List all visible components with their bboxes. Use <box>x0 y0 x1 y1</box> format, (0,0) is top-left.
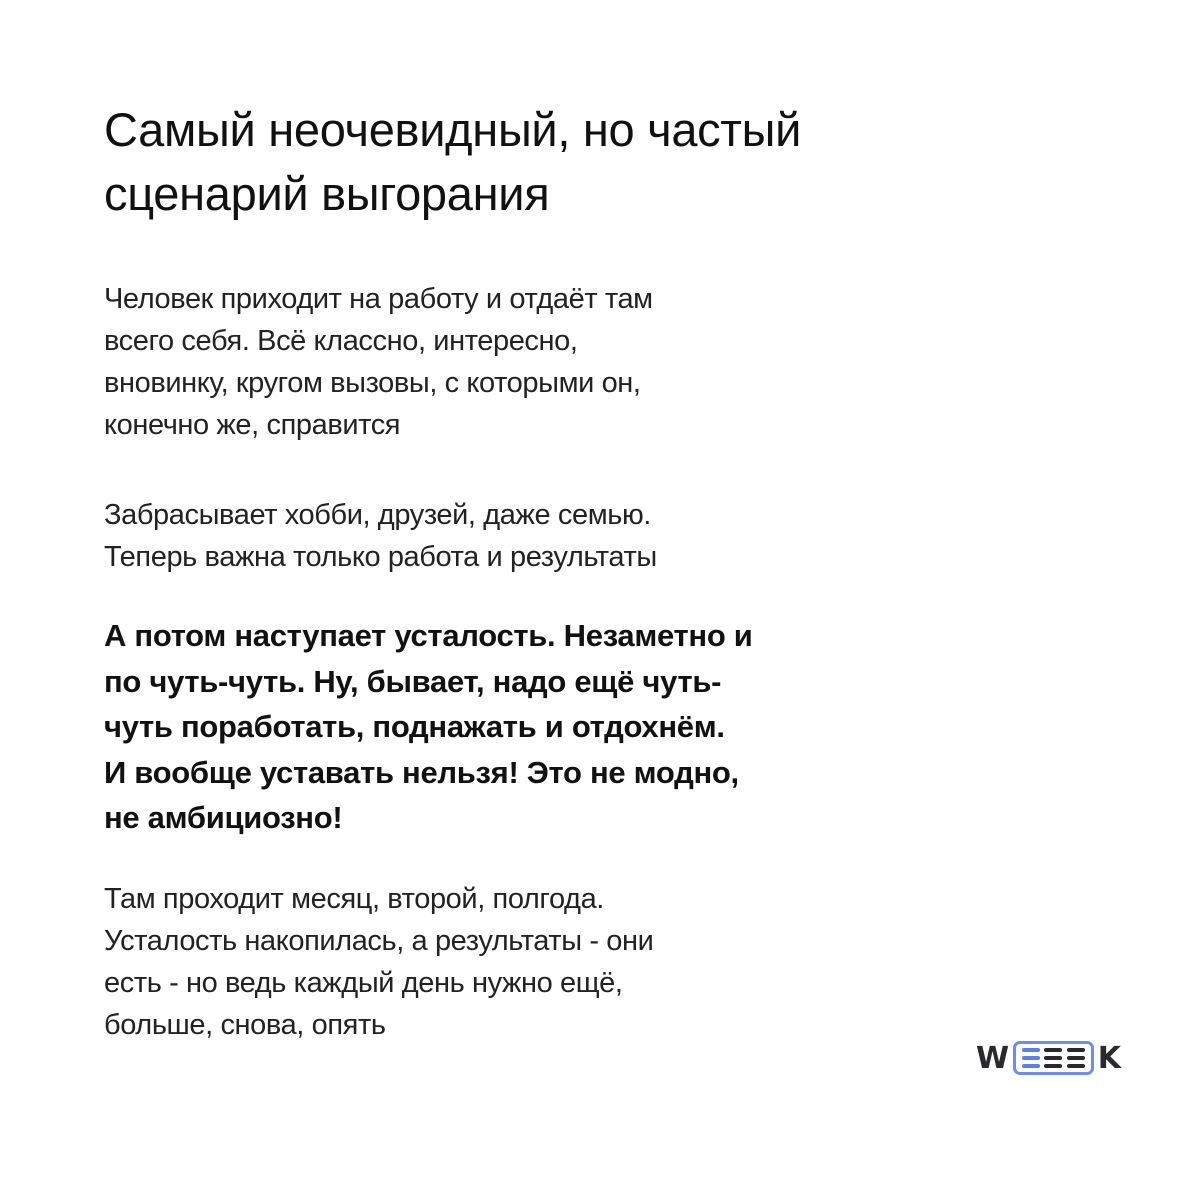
slide-title <box>104 98 1004 226</box>
text-line: по чуть-чуть. Ну, бывает, надо ещё чуть- <box>104 663 722 699</box>
text-line: Теперь важна только работа и результаты <box>104 541 657 573</box>
logo-letter-w: W <box>976 1040 1010 1076</box>
text-line: вновинку, кругом вызовы, с которыми он, <box>104 367 641 399</box>
logo-e-icon <box>1022 1048 1040 1068</box>
paragraph-3-emphasis <box>104 613 904 841</box>
text-line: есть - но ведь каждый день нужно ещё, <box>104 967 623 999</box>
text-line: Усталость накопилась, а результаты - они <box>104 925 654 957</box>
title-line: сценарий выгорания <box>104 167 550 220</box>
weeek-logo <box>976 1038 1121 1078</box>
paragraph-4 <box>104 878 864 1046</box>
text-line: И вообще уставать нельзя! Это не модно, <box>104 754 739 790</box>
paragraph-2 <box>104 494 864 578</box>
text-line: конечно же, справится <box>104 409 401 441</box>
text-line: больше, снова, опять <box>104 1009 386 1041</box>
text-line: чуть поработать, поднажать и отдохнём. <box>104 709 725 744</box>
text-line: всего себя. Всё классно, интересно, <box>104 325 578 357</box>
logo-box-icon <box>1013 1041 1094 1075</box>
logo-e-icon <box>1044 1048 1062 1068</box>
text-line: Там проходит месяц, второй, полгода. <box>104 883 604 915</box>
title-line: Самый неочевидный, но частый <box>104 103 802 156</box>
text-line: А потом наступает усталость. Незаметно и <box>104 618 753 653</box>
text-line: Забрасывает хобби, друзей, даже семью. <box>104 499 651 531</box>
logo-e-icon <box>1067 1048 1085 1068</box>
text-line: не амбициозно! <box>104 800 343 835</box>
text-line: Человек приходит на работу и отдаёт там <box>104 283 653 315</box>
logo-letter-k: K <box>1097 1040 1121 1076</box>
paragraph-1 <box>104 278 864 446</box>
